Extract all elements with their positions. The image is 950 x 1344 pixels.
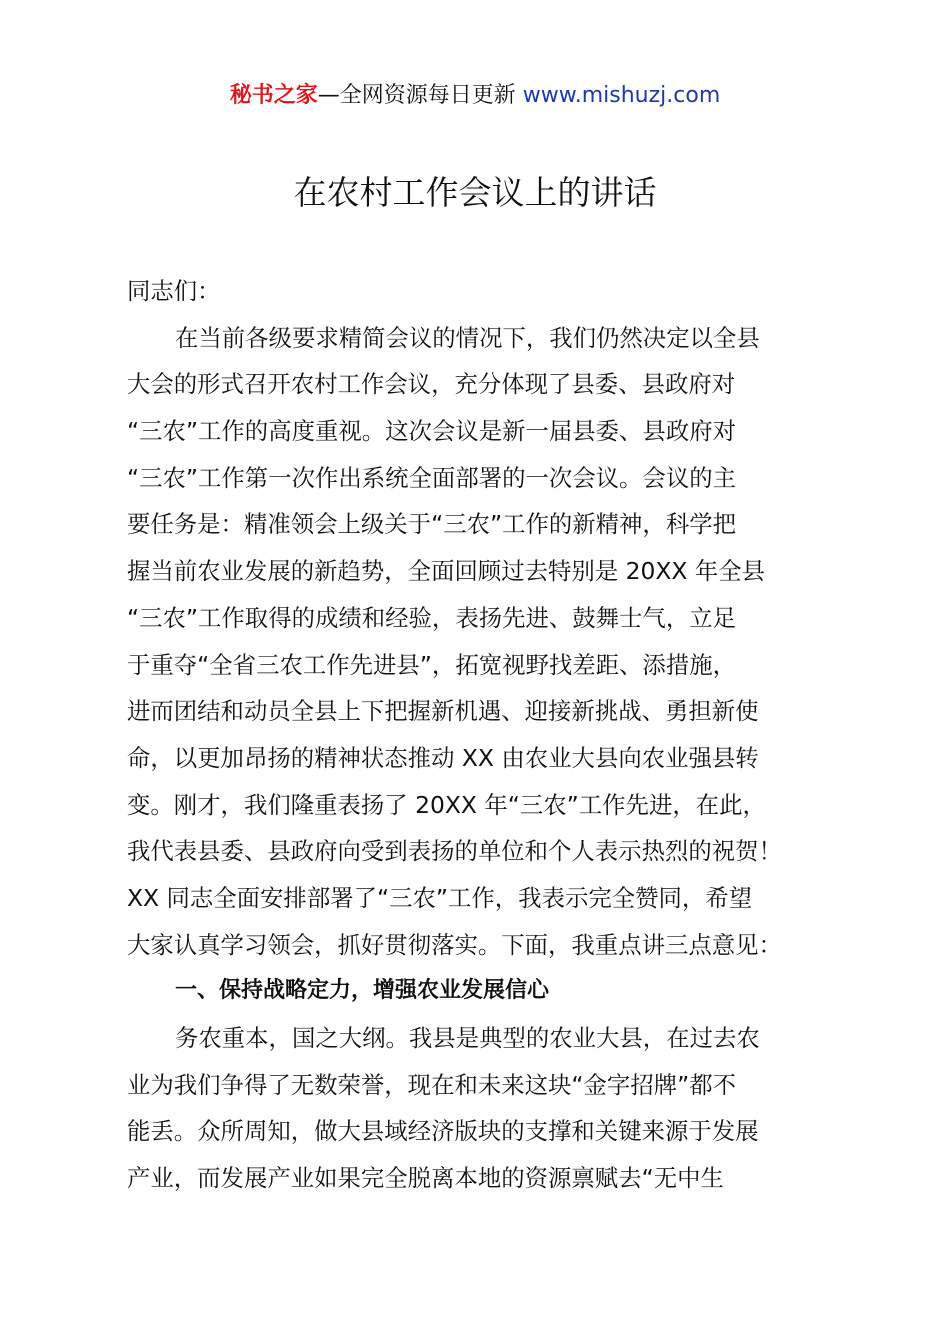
- paragraph-line: XX 同志全面安排部署了“三农”工作，我表示完全赞同，希望: [127, 883, 753, 912]
- paragraph-line: “三农”工作第一次作出系统全面部署的一次会议。会议的主: [127, 463, 736, 492]
- section-heading: 一、保持战略定力，增强农业发展信心: [175, 978, 550, 1004]
- paragraph-line: 命，以更加昂扬的精神状态推动 XX 由农业大县向农业强县转: [127, 743, 759, 772]
- paragraph-line: 大会的形式召开农村工作会议，充分体现了县委、县政府对: [127, 370, 736, 399]
- salutation-line: 同志们：: [127, 277, 221, 305]
- paragraph-line: 于重夺“全省三农工作先进县”，拓宽视野找差距、添措施，: [127, 650, 736, 679]
- paragraph-line: 要任务是：精准领会上级关于“三农”工作的新精神，科学把: [127, 510, 736, 539]
- header-separator: —: [317, 83, 340, 108]
- site-header: [0, 80, 950, 112]
- site-tagline: 全网资源每日更新: [339, 83, 523, 108]
- paragraph-line: 变。刚才，我们隆重表扬了 20XX 年“三农”工作先进，在此，: [127, 790, 766, 819]
- paragraph-line: 产业，而发展产业如果完全脱离本地的资源禀赋去“无中生: [127, 1164, 724, 1193]
- paragraph-line: 业为我们争得了无数荣誉，现在和未来这块“金字招牌”都不: [127, 1070, 736, 1099]
- paragraph-line: 能丢。众所周知，做大县域经济版块的支撑和关键来源于发展: [127, 1117, 759, 1146]
- site-brand: 秘书之家: [229, 83, 318, 108]
- paragraph-line: 握当前农业发展的新趋势，全面回顾过去特别是 20XX 年全县: [127, 557, 766, 586]
- paragraph-line: 务农重本，国之大纲。我县是典型的农业大县，在过去农: [175, 1024, 760, 1052]
- paragraph-line: 进而团结和动员全县上下把握新机遇、迎接新挑战、勇担新使: [127, 697, 759, 726]
- paragraph-line: “三农”工作取得的成绩和经验，表扬先进、鼓舞士气，立足: [127, 603, 736, 632]
- paragraph-line: 大家认真学习领会，抓好贯彻落实。下面，我重点讲三点意见：: [127, 930, 782, 959]
- paragraph-line: 我代表县委、县政府向受到表扬的单位和个人表示热烈的祝贺！: [127, 837, 782, 866]
- site-url-link[interactable]: www.mishuzj.com: [522, 83, 721, 108]
- paragraph-line: “三农”工作的高度重视。这次会议是新一届县委、县政府对: [127, 417, 736, 446]
- paragraph-line: 在当前各级要求精简会议的情况下，我们仍然决定以全县: [175, 323, 760, 352]
- document-body: [127, 268, 857, 1202]
- document-title: 在农村工作会议上的讲话: [293, 173, 657, 212]
